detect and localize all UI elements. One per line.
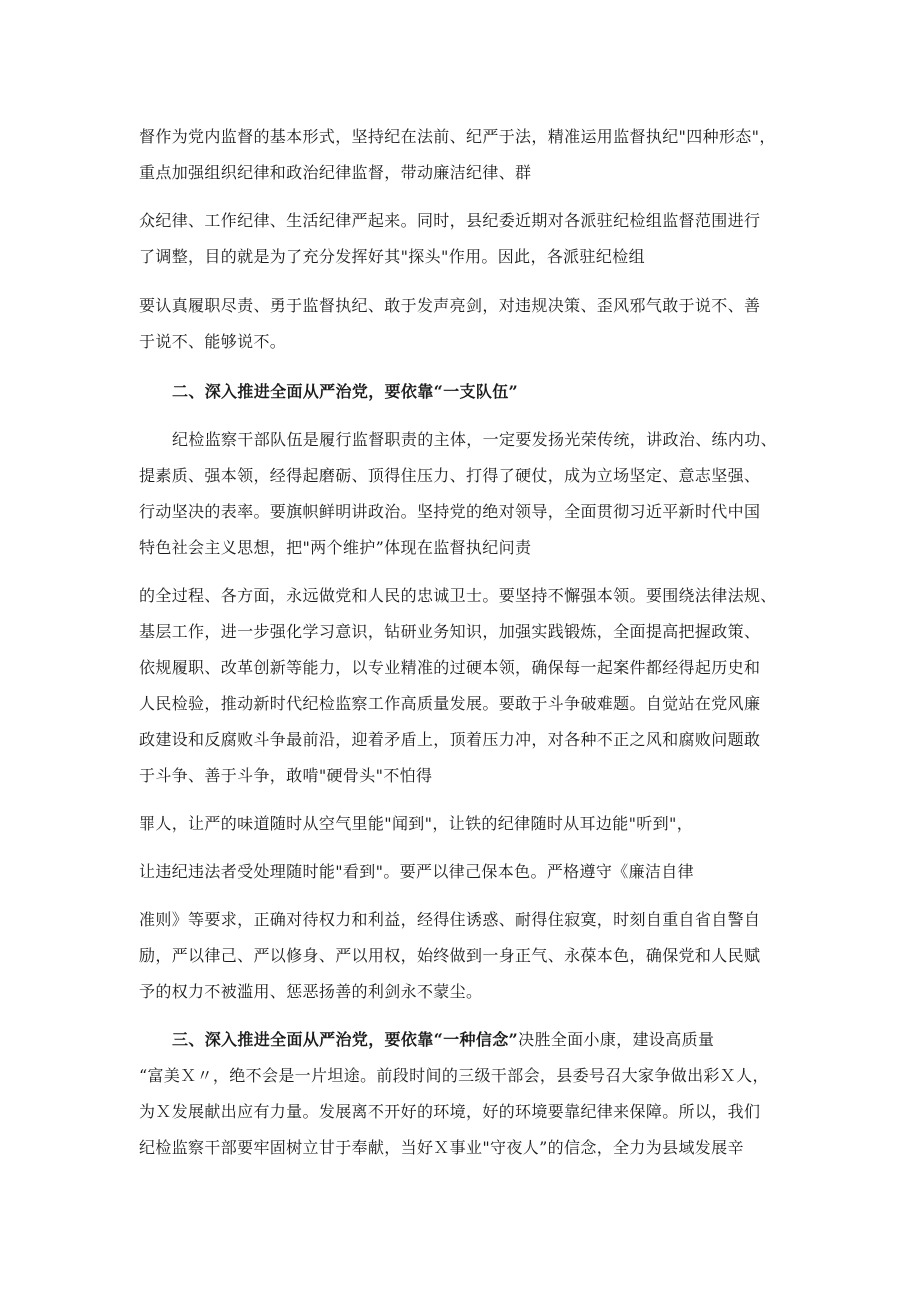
body-line: 人民检验，推动新时代纪检监察工作高质量发展。要敢于斗争破难题。自觉站在党风廉: [139, 694, 761, 713]
body-line: 众纪律、工作纪律、生活纪律严起来。同时，县纪委近期对各派驻纪检组监督范围进行: [139, 211, 761, 230]
body-line: 特色社会主义思想，把"两个维护”体现在监督执纪问责: [139, 538, 532, 557]
body-line: 让违纪违法者受处理随时能"看到"。要严以律己保本色。严格遵守《廉洁自律: [139, 862, 694, 881]
body-line: 决胜全面小康，建设高质量: [518, 1030, 715, 1049]
body-line: 于斗争、善于斗争，敢啃"硬骨头"不怕得: [139, 766, 433, 785]
body-line: 依规履职、改革创新等能力，以专业精准的过硬本领，确保每一起案件都经得起历史和: [139, 658, 761, 677]
body-line: 为Ｘ发展献出应有力量。发展离不开好的环境，好的环境要靠纪律来保障。所以，我们: [139, 1102, 761, 1121]
body-line: 纪检监察干部队伍是履行监督职责的主体，一定要发扬光荣传统，讲政治、练内功、: [172, 430, 777, 449]
body-line: 督作为党内监督的基本形式，坚持纪在法前、纪严于法，精准运用监督执纪"四种形态"，: [139, 127, 776, 146]
section-heading-3: 三、深入推进全面从严治党，要依靠“一种信念”决胜全面小康，建设高质量: [172, 1030, 715, 1049]
body-line: 行动坚决的表率。要旗帜鲜明讲政治。坚持党的绝对领导，全面贯彻习近平新时代中国: [139, 502, 761, 521]
body-line: 于说不、能够说不。: [139, 332, 287, 351]
body-line: 了调整，目的就是为了充分发挥好其"探头"作用。因此，各派驻纪检组: [139, 247, 645, 266]
body-line: “富美Ｘ〃，绝不会是一片坦途。前段时间的三级干部会，县委号召大家争做出彩Ｘ人，: [139, 1066, 769, 1085]
body-line: 的全过程、各方面，永远做党和人民的忠诚卫士。要坚持不懈强本领。要围绕法律法规、: [139, 586, 777, 605]
body-line: 予的权力不被滥用、惩恶扬善的利剑永不蒙尘。: [139, 982, 483, 1001]
body-line: 准则》等要求，正确对待权力和利益，经得住诱惑、耐得住寂寞，时刻自重自省自警自: [139, 910, 761, 929]
body-line: 提素质、强本领，经得起磨砺、顶得住压力、打得了硬仗，成为立场坚定、意志坚强、: [139, 466, 761, 485]
body-line: 罪人，让严的味道随时从空气里能"闻到"，让铁的纪律随时从耳边能"听到"，: [139, 814, 694, 833]
body-line: 基层工作，进一步强化学习意识，钻研业务知识，加强实践锻炼，全面提高把握政策、: [139, 622, 761, 641]
body-line: 励，严以律己、严以修身、严以用权，始终做到一身正气、永葆本色，确保党和人民赋: [139, 946, 761, 965]
body-line: 政建设和反腐败斗争最前沿，迎着矛盾上，顶着压力冲，对各种不正之风和腐败问题敢: [139, 730, 761, 749]
body-line: 要认真履职尽责、勇于监督执纪、敢于发声亮剑，对违规决策、歪风邪气敢于说不、善: [139, 296, 761, 315]
body-line: 重点加强组织纪律和政治纪律监督，带动廉洁纪律、群: [139, 163, 532, 182]
body-line: 纪检监察干部要牢固树立甘于奉献，当好Ｘ事业"守夜人”的信念，全力为县域发展辛: [139, 1138, 744, 1157]
section-heading-2: 二、深入推进全面从严治党，要依靠“一支队伍”: [172, 382, 519, 401]
